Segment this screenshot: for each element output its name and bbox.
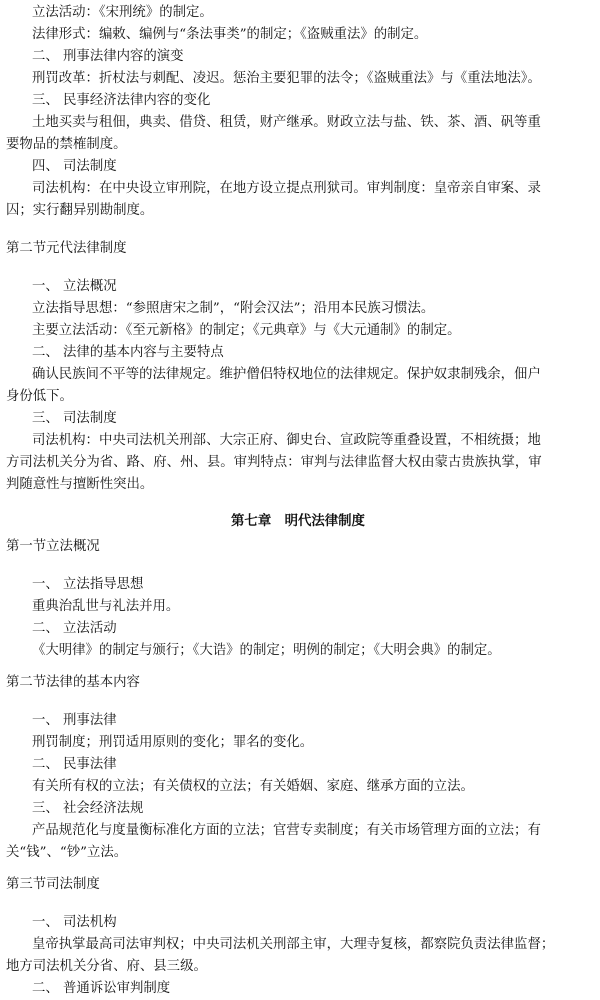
text-line: 有关所有权的立法；有关债权的立法；有关婚姻、家庭、继承方面的立法。 <box>32 779 474 794</box>
spacer <box>6 662 590 672</box>
text-line: 地方司法机关分省、府、县三级。 <box>6 959 207 974</box>
text-line: 皇帝执掌最高司法审判权；中央司法机关刑部主审，大理寺复核，都察院负责法律监督； <box>32 937 555 952</box>
text-line: 三、 司法制度 <box>32 411 117 426</box>
text-line: 产品规范化与度量衡标准化方面的立法；官营专卖制度；有关市场管理方面的立法；有 <box>32 823 541 838</box>
text-line: 囚；实行翻异别勘制度。 <box>6 203 154 218</box>
text-line: 第二节元代法律制度 <box>6 241 127 256</box>
text-line: 第三节司法制度 <box>6 877 100 892</box>
text-line: 关“钱”、“钞”立法。 <box>6 845 128 860</box>
text-line: 主要立法活动：《至元新格》的制定；《元典章》与《大元通制》的制定。 <box>32 323 461 338</box>
text-line: 司法机构：中央司法机关刑部、大宗正府、御史台、宣政院等重叠设置，不相统摄；地 <box>32 433 541 448</box>
spacer <box>6 864 590 874</box>
text-line: 二、 民事法律 <box>32 757 117 772</box>
text-line: 土地买卖与租佃，典卖、借贷、租赁，财产继承。财政立法与盐、铁、茶、酒、矾等重 <box>32 115 541 130</box>
text-line: 司法机构：在中央设立审刑院，在地方设立提点刑狱司。审判制度：皇帝亲自审案、录 <box>32 181 541 196</box>
text-line: 四、 司法制度 <box>32 159 117 174</box>
text-line: 重典治乱世与礼法并用。 <box>32 599 180 614</box>
text-line: 第一节立法概况 <box>6 539 100 554</box>
spacer <box>6 694 590 710</box>
spacer <box>6 896 590 912</box>
text-line: 刑罚制度；刑罚适用原则的变化；罪名的变化。 <box>32 735 314 750</box>
spacer <box>6 222 590 238</box>
text-line: 第二节法律的基本内容 <box>6 675 140 690</box>
text-line: 二、 法律的基本内容与主要特点 <box>32 345 224 360</box>
text-line: 法律形式：编敕、编例与“条法事类”的制定；《盗贼重法》的制定。 <box>32 27 428 42</box>
text-line: 二、 立法活动 <box>32 621 117 636</box>
text-line: 要物品的禁榷制度。 <box>6 137 127 152</box>
text-line: 三、 社会经济法规 <box>32 801 144 816</box>
text-line: 一、 司法机构 <box>32 915 117 930</box>
text-line: 身份低下。 <box>6 389 73 404</box>
text-line: 一、 立法概况 <box>32 279 117 294</box>
text-line: 三、 民事经济法律内容的变化 <box>32 93 211 108</box>
text-line: 方司法机关分为省、路、府、州、县。审判特点：审判与法律监督大权由蒙古贵族执掌，审 <box>6 455 542 470</box>
chapter-heading: 第七章 明代法律制度 <box>231 513 365 529</box>
text-line: 刑罚改革：折杖法与刺配、凌迟。惩治主要犯罪的法令；《盗贼重法》与《重法地法》。 <box>32 71 541 86</box>
text-line: 一、 刑事法律 <box>32 713 117 728</box>
spacer <box>6 558 590 574</box>
text-line: 判随意性与擅断性突出。 <box>6 477 154 492</box>
spacer <box>6 260 590 276</box>
text-line: 二、 普通诉讼审判制度 <box>32 981 171 996</box>
text-line: 二、 刑事法律内容的演变 <box>32 49 184 64</box>
spacer <box>6 496 590 506</box>
text-line: 确认民族间不平等的法律规定。维护僧侣特权地位的法律规定。保护奴隶制残余，佃户 <box>32 367 541 382</box>
text-line: 立法指导思想：“参照唐宋之制”，“附会汉法”；沿用本民族习惯法。 <box>32 301 435 316</box>
text-line: 一、 立法指导思想 <box>32 577 144 592</box>
text-line: 《大明律》的制定与颁行；《大诰》的制定；明例的制定；《大明会典》的制定。 <box>32 643 501 658</box>
text-line: 立法活动：《宋刑统》的制定。 <box>32 5 213 20</box>
